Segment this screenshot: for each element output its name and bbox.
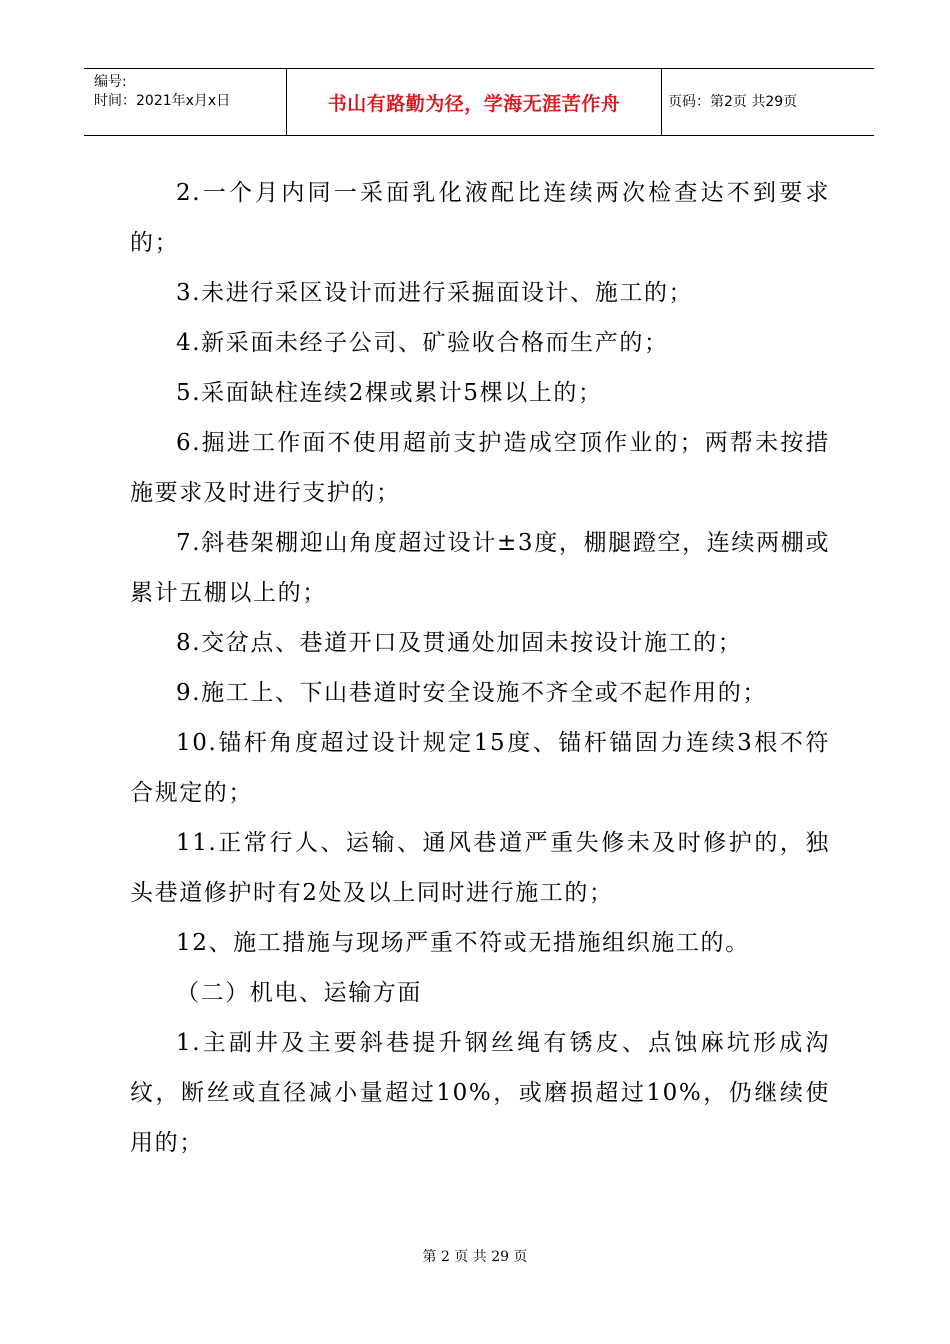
paragraph: 7.斜巷架棚迎山角度超过设计±3度，棚腿蹬空，连续两棚或累计五棚以上的； (130, 530, 830, 606)
page-code: 页码：第2页 共29页 (668, 93, 798, 110)
paragraph: 8.交岔点、巷道开口及贯通处加固未按设计施工的； (176, 630, 743, 656)
document-date: 时间：2021年x月x日 (94, 93, 231, 109)
paragraph: 5.采面缺柱连续2棵或累计5棵以上的； (176, 380, 603, 406)
paragraph: 2.一个月内同一采面乳化液配比连续两次检查达不到要求的； (130, 180, 830, 256)
header-page-cell (662, 69, 874, 135)
header-meta (84, 69, 286, 135)
paragraph: 11.正常行人、运输、通风巷道严重失修未及时修护的，独头巷道修护时有2处及以上同时进行施工的； (130, 830, 830, 906)
motto: 书山有路勤为径，学海无涯苦作舟 (327, 92, 621, 115)
document-body (130, 168, 830, 1168)
paragraph: 6.掘进工作面不使用超前支护造成空顶作业的；两帮未按措施要求及时进行支护的； (130, 430, 830, 506)
page-header (84, 68, 874, 136)
header-motto-cell (286, 69, 662, 135)
paragraph: 10.锚杆角度超过设计规定15度、锚杆锚固力连续3根不符合规定的； (130, 730, 830, 806)
paragraph: 1.主副井及主要斜巷提升钢丝绳有锈皮、点蚀麻坑形成沟纹，断丝或直径减小量超过10%，或磨损超过10%，仍继续使用的； (130, 1030, 830, 1156)
page-footer: 第 2 页 共 29 页 (422, 1249, 528, 1265)
paragraph: 3.未进行采区设计而进行采掘面设计、施工的； (176, 280, 694, 306)
paragraph: 9.施工上、下山巷道时安全设施不齐全或不起作用的； (176, 680, 767, 706)
paragraph: 4.新采面未经子公司、矿验收合格而生产的； (176, 330, 669, 356)
document-number: 编号: (94, 74, 127, 90)
paragraph: 12、施工措施与现场严重不符或无措施组织施工的。 (176, 930, 750, 956)
section-heading: （二）机电、运输方面 (176, 980, 422, 1006)
